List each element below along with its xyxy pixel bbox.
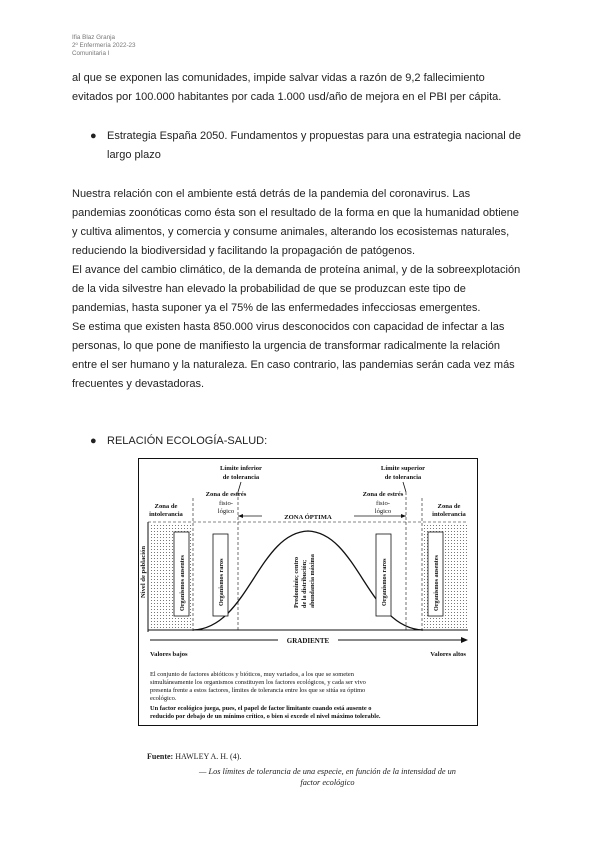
body-line: de la vida silvestre han elevado la probabilidad de que se produzcan este tipo de [72,283,466,295]
bullet-line: Estrategia España 2050. Fundamentos y propuestas para una estrategia nacional de [107,130,521,142]
stress-zone-left: Zona de estrés [205,491,247,498]
optimal-zone-label: ZONA ÓPTIMA [284,514,332,521]
body-line: y cultiva alimentos, y comercia y consume animales, alterando los ecosistemas naturales, [72,226,510,238]
stress-zone-right: Zona de estrés [362,491,404,498]
center-label: Predominio; centro [293,556,300,608]
bullet-strategy-2050 [107,127,532,165]
intolerance-zone-left: Zona de [154,503,178,510]
low-values-label: Valores bajos [150,651,188,658]
stress-zone-right: fisio- [376,500,390,507]
stress-zone-left: fisio- [219,500,233,507]
source-text: HAWLEY A. H. (4). [175,752,242,761]
body-line: pandemias zoonóticas como ésta son el resultado de la forma en que la humanidad obtiene [72,207,520,219]
intolerance-zone-left: intolerancia [149,511,183,518]
figure-source [147,752,241,761]
author-name: Ifia Blaz Granja [72,34,116,41]
rare-label-left: Organismos raros [218,558,225,606]
limit-upper-label: Límite superior [380,465,426,472]
tolerance-figure [138,458,478,726]
intro-line: al que se exponen las comunidades, impide salvar vidas a razón de 9,2 fallecimiento [72,72,485,84]
body-line: personas, lo que pone de manifiesto la urgencia de transformar radicalmente la relación [72,340,501,352]
body-line: Nuestra relación con el ambiente está detrás de la pandemia del coronavirus. Las [72,188,471,200]
subject-name: Comunitaria I [72,50,110,57]
figure-caption [160,766,495,788]
body-line: El avance del cambio climático, de la demanda de proteína animal, y de la sobreexplotación [72,264,521,276]
absent-label-right: Organismos ausentes [433,555,440,611]
document-header [72,34,136,58]
figure-description-line: presenta frente a estos factores, límites de tolerancia entre los que se sitúa su óptimo [150,687,366,694]
absent-label-left: Organismos ausentes [179,555,186,611]
caption-line: factor ecológico [300,778,355,787]
limit-upper-label: de tolerancia [384,474,422,481]
bullet-icon: ● [90,130,97,142]
stress-zone-right: lógico [374,508,392,515]
body-line: frecuentes y devastadoras. [72,378,205,390]
stress-zone-left: lógico [217,508,235,515]
limit-lower-label: de tolerancia [222,474,260,481]
body-line: reduciendo la biodiversidad y facilitando la propagación de patógenos. [72,245,416,257]
figure-description-line: El conjunto de factores abióticos y bióticos, muy variados, a los que se someten [150,671,354,678]
figure-description-line: ecológico. [150,695,177,702]
figure-description-line: Un factor ecológico juega, pues, el papel de factor limitante cuando está ausente o [150,705,372,712]
high-values-label: Valores altos [430,651,466,658]
body-line: Se estima que existen hasta 850.000 virus desconocidos con capacidad de infectar a las [72,321,505,333]
intolerance-zone-right: Zona de [437,503,461,510]
body-line: pandemias, hasta suponer ya el 75% de las enfermedades infecciosas emergentes. [72,302,481,314]
gradient-label: GRADIENTE [286,637,330,645]
center-label: de la distribución; [301,559,308,608]
center-label: abundancia máxima [309,554,316,608]
bullet-ecology-health: RELACIÓN ECOLOGÍA-SALUD: [107,435,268,447]
figure-description-line: simultáneamente los organismos constituyen los factores ecológicos, y cada ser vivo [150,679,366,686]
limit-lower-label: Límite inferior [220,465,262,472]
intro-paragraph [72,69,528,107]
rare-label-right: Organismos raros [381,558,388,606]
bullet-icon: ● [90,435,97,447]
bullet-line: largo plazo [107,149,161,161]
intro-line: evitados por 100.000 habitantes por cada 1.000 usd/año de mejora en el PBI per cápita. [72,91,502,103]
intolerance-zone-right: intolerancia [432,511,466,518]
caption-line: — Los límites de tolerancia de una especie, en función de la intensidad de un [199,767,456,776]
figure-description-line: reducido por debajo de un mínimo crítico, o bien si excede el nivel máximo tolerable. [150,713,381,720]
course-year: 2º Enfermería 2022-23 [72,42,136,49]
source-label: Fuente: [147,752,174,761]
body-paragraph [72,185,528,394]
body-line: entre el ser humano y la naturaleza. En caso contrario, las pandemias serán cada vez más [72,359,515,371]
y-axis-label: Nivel de población [140,545,147,598]
